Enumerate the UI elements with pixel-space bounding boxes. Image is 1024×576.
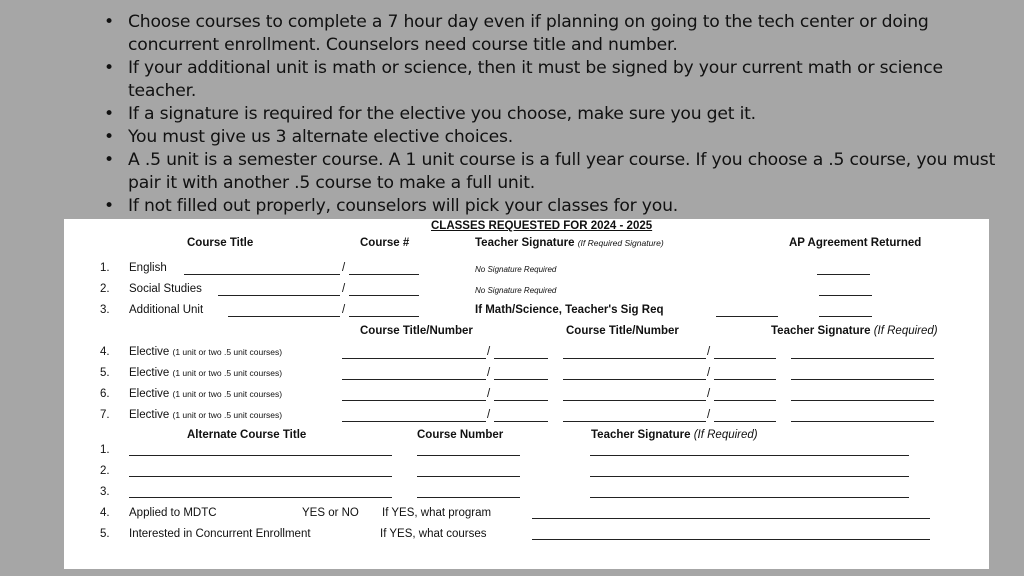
alternate-signature-field[interactable] xyxy=(590,497,909,498)
elective-course-1-number-field[interactable] xyxy=(494,400,548,401)
slash: / xyxy=(707,346,711,358)
slash: / xyxy=(487,388,491,400)
alternate-course-title-field[interactable] xyxy=(129,476,392,477)
row-number: 1. xyxy=(100,444,110,456)
additional-unit-ap-field[interactable] xyxy=(819,316,872,317)
instruction-item: • If your additional unit is math or science, then it must be signed by your current math or science teacher. xyxy=(104,57,1004,103)
elective-label: Elective (1 unit or two .5 unit courses) xyxy=(129,346,283,358)
additional-unit-label: Additional Unit xyxy=(129,304,204,316)
social-studies-ap-field[interactable] xyxy=(819,295,872,296)
row-number: 6. xyxy=(100,388,110,400)
elective-signature-field[interactable] xyxy=(791,379,934,380)
row-number: 2. xyxy=(100,465,110,477)
elective-course-1-field[interactable] xyxy=(342,400,486,401)
row-number: 3. xyxy=(100,486,110,498)
alternate-course-number-field[interactable] xyxy=(417,476,520,477)
slash: / xyxy=(342,304,346,316)
elective-note: (1 unit or two .5 unit courses) xyxy=(172,368,283,378)
instruction-item: • A .5 unit is a semester course. A 1 unit course is a full year course. If you choose a .5 course, you must pair it with another .5 course to make a full unit. xyxy=(104,149,1004,195)
elective-course-2-number-field[interactable] xyxy=(714,421,776,422)
instruction-item: • You must give us 3 alternate elective choices. xyxy=(104,126,1004,149)
row-number: 2. xyxy=(100,283,110,295)
row-number: 4. xyxy=(100,507,110,519)
row-number: 5. xyxy=(100,367,110,379)
english-course-title-field[interactable] xyxy=(184,274,340,275)
additional-unit-signature-note: If Math/Science, Teacher's Sig Req xyxy=(475,304,664,316)
english-label: English xyxy=(129,262,167,274)
course-request-form xyxy=(64,219,989,569)
slash: / xyxy=(707,409,711,421)
row-number: 7. xyxy=(100,409,110,421)
header-teacher-signature: Teacher Signature (If Required Signature) xyxy=(475,237,664,249)
instruction-item: • If a signature is required for the elective you choose, make sure you get it. xyxy=(104,103,1004,126)
additional-unit-course-title-field[interactable] xyxy=(228,316,340,317)
alternate-course-number-field[interactable] xyxy=(417,497,520,498)
mdtc-label: Applied to MDTC xyxy=(129,507,217,519)
elective-course-1-number-field[interactable] xyxy=(494,421,548,422)
row-number: 3. xyxy=(100,304,110,316)
header-teacher-signature-alt: Teacher Signature (If Required) xyxy=(591,429,758,441)
row-number: 5. xyxy=(100,528,110,540)
alternate-signature-field[interactable] xyxy=(590,476,909,477)
elective-course-2-number-field[interactable] xyxy=(714,400,776,401)
elective-course-1-field[interactable] xyxy=(342,379,486,380)
elective-course-2-field[interactable] xyxy=(563,421,706,422)
header-teacher-signature-2-note: (If Required) xyxy=(873,325,938,337)
mdtc-followup-label: If YES, what program xyxy=(382,507,492,519)
elective-signature-field[interactable] xyxy=(791,421,934,422)
additional-unit-course-number-field[interactable] xyxy=(349,316,419,317)
elective-course-2-number-field[interactable] xyxy=(714,358,776,359)
slash: / xyxy=(707,367,711,379)
slash: / xyxy=(342,262,346,274)
social-studies-course-number-field[interactable] xyxy=(349,295,419,296)
social-studies-course-title-field[interactable] xyxy=(218,295,340,296)
header-course-number: Course # xyxy=(360,237,410,249)
concurrent-courses-field[interactable] xyxy=(532,539,930,540)
header-alternate-course-title: Alternate Course Title xyxy=(187,429,307,441)
slash: / xyxy=(487,367,491,379)
row-number: 1. xyxy=(100,262,110,274)
english-ap-field[interactable] xyxy=(817,274,870,275)
elective-course-2-field[interactable] xyxy=(563,400,706,401)
slash: / xyxy=(487,346,491,358)
elective-course-2-number-field[interactable] xyxy=(714,379,776,380)
row-number: 4. xyxy=(100,346,110,358)
form-title: CLASSES REQUESTED FOR 2024 - 2025 xyxy=(431,220,653,232)
concurrent-followup-label: If YES, what courses xyxy=(380,528,487,540)
elective-label: Elective (1 unit or two .5 unit courses) xyxy=(129,388,283,400)
header-teacher-signature-note: (If Required Signature) xyxy=(577,238,664,248)
elective-note: (1 unit or two .5 unit courses) xyxy=(172,410,283,420)
social-studies-label: Social Studies xyxy=(129,283,202,295)
elective-label: Elective (1 unit or two .5 unit courses) xyxy=(129,409,283,421)
elective-course-1-field[interactable] xyxy=(342,421,486,422)
alternate-course-title-field[interactable] xyxy=(129,455,392,456)
elective-note: (1 unit or two .5 unit courses) xyxy=(172,389,283,399)
elective-course-1-number-field[interactable] xyxy=(494,379,548,380)
header-teacher-signature-2: Teacher Signature (If Required) xyxy=(771,325,938,337)
elective-course-2-field[interactable] xyxy=(563,358,706,359)
slash: / xyxy=(342,283,346,295)
instruction-list xyxy=(104,11,1004,218)
elective-note: (1 unit or two .5 unit courses) xyxy=(172,347,283,357)
header-course-title-number-2: Course Title/Number xyxy=(566,325,679,337)
elective-course-1-number-field[interactable] xyxy=(494,358,548,359)
elective-course-2-field[interactable] xyxy=(563,379,706,380)
social-studies-signature-note: No Signature Required xyxy=(475,286,557,295)
header-course-number-alt: Course Number xyxy=(417,429,504,441)
alternate-course-title-field[interactable] xyxy=(129,497,392,498)
english-signature-note: No Signature Required xyxy=(475,265,557,274)
elective-course-1-field[interactable] xyxy=(342,358,486,359)
header-teacher-signature-alt-note: (If Required) xyxy=(693,429,758,441)
header-course-title: Course Title xyxy=(187,237,254,249)
alternate-signature-field[interactable] xyxy=(590,455,909,456)
alternate-course-number-field[interactable] xyxy=(417,455,520,456)
slash: / xyxy=(707,388,711,400)
english-course-number-field[interactable] xyxy=(349,274,419,275)
header-course-title-number-1: Course Title/Number xyxy=(360,325,473,337)
elective-label: Elective (1 unit or two .5 unit courses) xyxy=(129,367,283,379)
instruction-item: • Choose courses to complete a 7 hour day even if planning on going to the tech center or doing concurrent enrollment. Counselors need course title and number. xyxy=(104,11,1004,57)
elective-signature-field[interactable] xyxy=(791,400,934,401)
slash: / xyxy=(487,409,491,421)
header-ap-agreement: AP Agreement Returned xyxy=(789,237,922,249)
mdtc-program-field[interactable] xyxy=(532,518,930,519)
additional-unit-signature-field[interactable] xyxy=(716,316,778,317)
elective-signature-field[interactable] xyxy=(791,358,934,359)
mdtc-yes-no[interactable]: YES or NO xyxy=(302,507,359,519)
concurrent-enrollment-label: Interested in Concurrent Enrollment xyxy=(129,528,311,540)
instruction-item: • If not filled out properly, counselors will pick your classes for you. xyxy=(104,195,1004,218)
